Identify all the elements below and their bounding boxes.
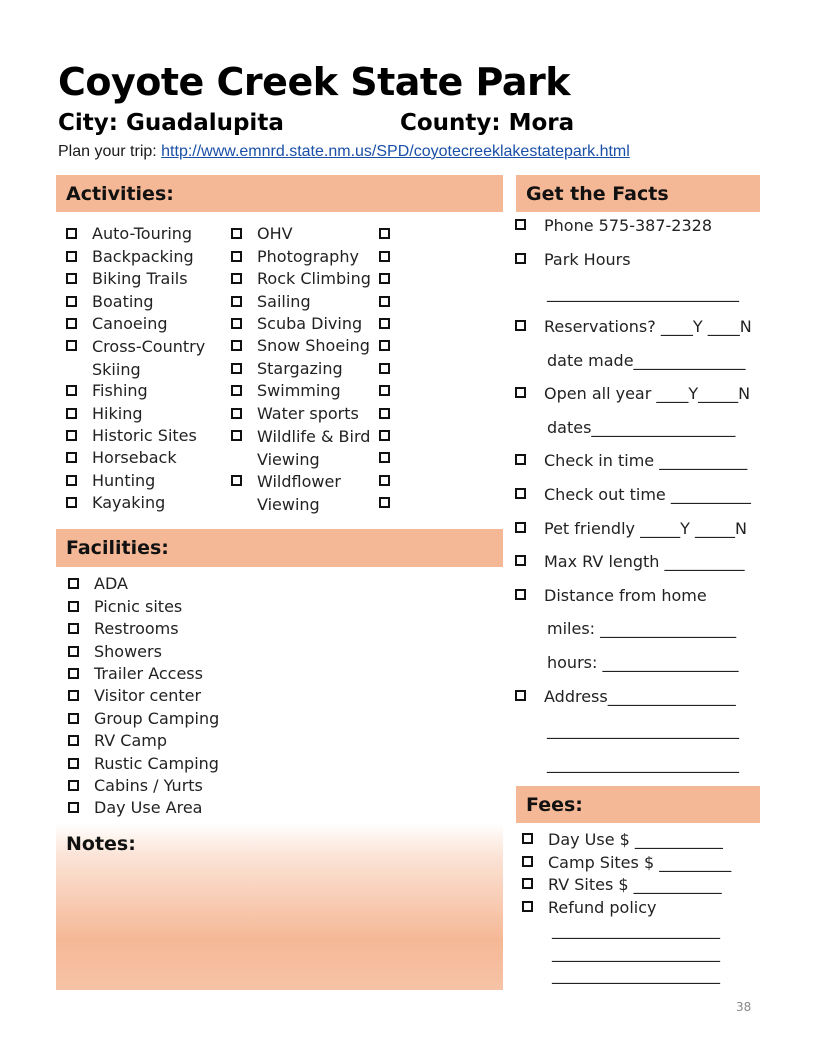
facts-header: Get the Facts — [516, 175, 760, 212]
checkbox[interactable] — [522, 901, 533, 912]
checkbox[interactable] — [515, 555, 526, 566]
fact-max-rv — [515, 552, 745, 572]
checkbox[interactable] — [66, 497, 77, 508]
checkbox[interactable] — [379, 273, 390, 284]
checkbox[interactable] — [231, 475, 242, 486]
address-blank-2[interactable]: ________________________ — [547, 754, 739, 773]
facility-label: Showers — [94, 642, 162, 661]
checkbox[interactable] — [231, 228, 242, 239]
fact-label: Check in time ___________ — [544, 451, 748, 470]
activity-label: Stargazing — [257, 359, 343, 378]
activity-item — [66, 448, 177, 468]
checkbox[interactable] — [66, 452, 77, 463]
activity-label: Photography — [257, 247, 359, 266]
refund-blank-3[interactable]: _____________________ — [552, 965, 720, 984]
checkbox[interactable] — [379, 475, 390, 486]
checkbox[interactable] — [66, 228, 77, 239]
facility-label: RV Camp — [94, 731, 167, 750]
activity-label: Rock Climbing — [257, 269, 371, 288]
checkbox[interactable] — [68, 713, 79, 724]
activity-item — [231, 404, 359, 424]
facility-item — [68, 574, 128, 594]
checkbox[interactable] — [515, 690, 526, 701]
checkbox[interactable] — [515, 589, 526, 600]
activity-label: Hunting — [92, 471, 156, 490]
checkbox[interactable] — [379, 497, 390, 508]
activity-label: Scuba Diving — [257, 314, 363, 333]
fact-label: Max RV length __________ — [544, 552, 745, 571]
activity-label: Sailing — [257, 292, 311, 311]
checkbox[interactable] — [231, 385, 242, 396]
activity-item — [66, 314, 168, 334]
page-number: 38 — [736, 1000, 752, 1014]
activity-label: Snow Shoeing — [257, 336, 370, 355]
fee-day-use — [522, 830, 723, 850]
fee-rv-sites — [522, 875, 722, 895]
activity-item — [66, 292, 154, 312]
checkbox[interactable] — [66, 385, 77, 396]
refund-blank-2[interactable]: _____________________ — [552, 943, 720, 962]
activity-item — [66, 471, 155, 491]
activity-item — [66, 493, 165, 513]
plan-trip-label: Plan your trip: — [58, 143, 162, 160]
activity-item — [66, 404, 142, 424]
activity-item — [231, 269, 371, 289]
checkbox[interactable] — [68, 668, 79, 679]
fact-label: Open all year ____Y_____N — [544, 384, 751, 403]
checkbox[interactable] — [66, 340, 77, 351]
checkbox[interactable] — [379, 340, 390, 351]
checkbox[interactable] — [66, 251, 77, 262]
fee-camp-sites — [522, 853, 731, 873]
checkbox[interactable] — [231, 340, 242, 351]
park-hours-blank[interactable]: ________________________ — [547, 283, 739, 302]
checkbox[interactable] — [68, 735, 79, 746]
checkbox[interactable] — [66, 318, 77, 329]
checkbox[interactable] — [379, 385, 390, 396]
facility-item — [68, 597, 182, 617]
city-label: City: Guadalupita — [58, 110, 284, 136]
checkbox[interactable] — [379, 363, 390, 374]
checkbox[interactable] — [379, 452, 390, 463]
facility-item — [68, 664, 203, 684]
checkbox[interactable] — [515, 320, 526, 331]
facility-label: Restrooms — [94, 619, 179, 638]
checkbox[interactable] — [66, 430, 77, 441]
facility-item — [68, 798, 202, 818]
activity-item — [66, 269, 188, 289]
activity-item — [66, 381, 148, 401]
facility-item — [68, 642, 162, 662]
address-blank-1[interactable]: ________________________ — [547, 720, 739, 739]
activity-item — [231, 471, 387, 516]
refund-blank-1[interactable]: _____________________ — [552, 920, 720, 939]
activity-label: Fishing — [92, 381, 148, 400]
checkbox[interactable] — [231, 408, 242, 419]
checkbox[interactable] — [522, 856, 533, 867]
activity-label: Historic Sites — [92, 426, 197, 445]
activity-item — [231, 359, 343, 379]
plan-trip-line — [58, 143, 630, 161]
facility-item — [68, 731, 167, 751]
activity-item — [231, 224, 293, 244]
fee-label: RV Sites $ ___________ — [548, 875, 722, 894]
checkbox[interactable] — [515, 219, 526, 230]
fact-label: Distance from home — [544, 586, 707, 605]
activity-label: Water sports — [257, 404, 359, 423]
facility-label: ADA — [94, 574, 128, 593]
activity-label: Wildlife & Bird Viewing — [257, 427, 371, 469]
checkbox[interactable] — [68, 758, 79, 769]
activity-label: Swimming — [257, 381, 341, 400]
facility-item — [68, 754, 219, 774]
county-label: County: Mora — [400, 110, 575, 136]
fact-label: Check out time __________ — [544, 485, 751, 504]
fact-label: Address________________ — [544, 687, 736, 706]
checkbox[interactable] — [68, 780, 79, 791]
facility-label: Rustic Camping — [94, 754, 219, 773]
activity-label: Cross-Country Skiing — [92, 337, 206, 379]
checkbox[interactable] — [515, 387, 526, 398]
page-title: Coyote Creek State Park — [58, 60, 571, 104]
activity-label: Auto-Touring — [92, 224, 193, 243]
checkbox[interactable] — [231, 273, 242, 284]
fact-label: Reservations? ____Y ____N — [544, 317, 752, 336]
checkbox[interactable] — [379, 251, 390, 262]
notes-header: Notes: — [66, 833, 136, 855]
checkbox[interactable] — [515, 488, 526, 499]
facilities-header: Facilities: — [56, 529, 503, 567]
checkbox[interactable] — [68, 690, 79, 701]
checkbox[interactable] — [231, 251, 242, 262]
activity-item — [66, 336, 222, 381]
activity-item — [231, 292, 311, 312]
checkbox[interactable] — [231, 430, 242, 441]
checkbox[interactable] — [522, 833, 533, 844]
checkbox[interactable] — [68, 646, 79, 657]
hours-blank[interactable]: hours: _________________ — [547, 653, 739, 672]
fee-refund-policy — [522, 898, 657, 918]
park-website-link[interactable]: http://www.emnrd.state.nm.us/SPD/coyotecreeklakestatepark.html — [161, 143, 630, 160]
checkbox[interactable] — [515, 522, 526, 533]
fact-phone — [515, 216, 712, 236]
checkbox[interactable] — [231, 363, 242, 374]
fees-header: Fees: — [516, 786, 760, 823]
checkbox[interactable] — [68, 623, 79, 634]
checkbox[interactable] — [66, 408, 77, 419]
activity-label: Horseback — [92, 448, 177, 467]
fact-check-out — [515, 485, 751, 505]
activity-label: Hiking — [92, 404, 143, 423]
activity-item — [231, 314, 362, 334]
facility-item — [68, 686, 201, 706]
activities-header: Activities: — [56, 175, 503, 212]
fact-park-hours — [515, 250, 631, 270]
checkbox[interactable] — [379, 408, 390, 419]
activity-label: Kayaking — [92, 493, 166, 512]
activity-item — [231, 336, 370, 356]
activity-label: Boating — [92, 292, 154, 311]
fact-label: Phone 575-387-2328 — [544, 216, 712, 235]
facility-label: Picnic sites — [94, 597, 183, 616]
fact-label: Pet friendly _____Y _____N — [544, 519, 747, 538]
checkbox[interactable] — [522, 878, 533, 889]
activity-label: Biking Trails — [92, 269, 188, 288]
facility-label: Day Use Area — [94, 798, 203, 817]
checkbox[interactable] — [515, 253, 526, 264]
checkbox[interactable] — [231, 318, 242, 329]
fee-label: Day Use $ ___________ — [548, 830, 723, 849]
activity-item — [231, 381, 341, 401]
checkbox[interactable] — [68, 802, 79, 813]
checkbox[interactable] — [231, 296, 242, 307]
activity-item — [231, 247, 359, 267]
facility-item — [68, 619, 179, 639]
activity-label: Canoeing — [92, 314, 168, 333]
facility-label: Group Camping — [94, 709, 220, 728]
facility-item — [68, 776, 203, 796]
activity-label: OHV — [257, 224, 293, 243]
activity-item — [66, 426, 197, 446]
checkbox[interactable] — [379, 318, 390, 329]
fee-label: Refund policy — [548, 898, 657, 917]
checkbox[interactable] — [379, 430, 390, 441]
dates-blank[interactable]: dates__________________ — [547, 418, 736, 437]
checkbox[interactable] — [68, 601, 79, 612]
facility-label: Trailer Access — [94, 664, 203, 683]
fact-reservations — [515, 317, 752, 337]
facility-item — [68, 709, 219, 729]
miles-blank[interactable]: miles: _________________ — [547, 619, 737, 638]
activity-item — [66, 224, 192, 244]
checkbox[interactable] — [515, 454, 526, 465]
notes-box[interactable] — [56, 823, 503, 990]
checkbox[interactable] — [379, 228, 390, 239]
activity-item — [231, 426, 387, 471]
fact-check-in — [515, 451, 747, 471]
fact-address — [515, 687, 736, 707]
checkbox[interactable] — [68, 578, 79, 589]
checkbox[interactable] — [66, 475, 77, 486]
checkbox[interactable] — [66, 296, 77, 307]
checkbox[interactable] — [66, 273, 77, 284]
fact-open-all-year — [515, 384, 750, 404]
activity-item — [66, 247, 194, 267]
activity-label: Wildflower Viewing — [257, 472, 341, 514]
facility-label: Visitor center — [94, 686, 202, 705]
activity-label: Backpacking — [92, 247, 194, 266]
fee-label: Camp Sites $ _________ — [548, 853, 732, 872]
fact-distance — [515, 586, 707, 606]
fact-label: Park Hours — [544, 250, 631, 269]
checkbox[interactable] — [379, 296, 390, 307]
date-made-blank[interactable]: date made______________ — [547, 351, 746, 370]
facility-label: Cabins / Yurts — [94, 776, 203, 795]
fact-pet-friendly — [515, 519, 747, 539]
